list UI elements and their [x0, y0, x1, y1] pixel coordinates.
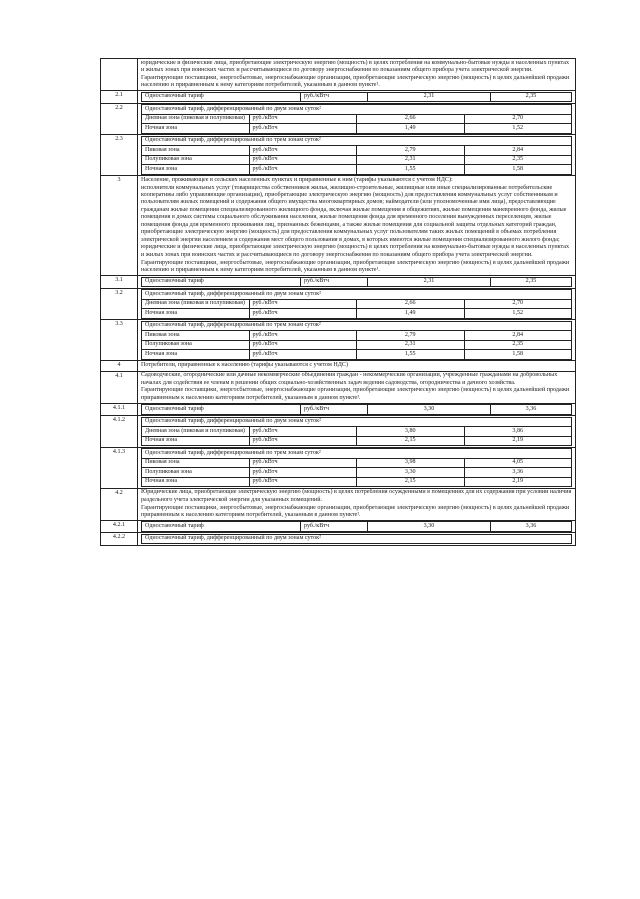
value-period-1: 3,30 — [368, 522, 491, 532]
value-period-2: 2,35 — [464, 155, 572, 165]
unit-cell: руб./кВтч — [301, 522, 368, 532]
tariff-block — [138, 533, 576, 546]
row-number: 4.2 — [101, 488, 138, 520]
tariff-row — [101, 320, 576, 361]
unit-cell: руб./кВтч — [249, 165, 357, 175]
tariff-row — [101, 135, 576, 176]
value-period-1: 1,49 — [357, 309, 465, 319]
unit-cell: руб./кВтч — [249, 124, 357, 134]
unit-cell: руб./кВтч — [249, 146, 357, 156]
tariff-values-table — [141, 321, 572, 360]
value-period-2: 1,52 — [464, 309, 572, 319]
tariff-block — [138, 135, 576, 176]
tariff-row — [101, 371, 576, 403]
zone-name: Пиковая зона — [142, 458, 250, 468]
tariff-values-table — [141, 104, 572, 134]
value-period-2: 2,19 — [464, 477, 572, 487]
value-period-2: 3,36 — [464, 468, 572, 478]
tariff-values-table — [141, 136, 572, 175]
zone-name: Одноставочный тариф — [142, 277, 301, 287]
value-period-2: 2,35 — [491, 92, 572, 102]
unit-cell: руб./кВтч — [249, 458, 357, 468]
row-number: 4.1.3 — [101, 447, 138, 488]
unit-cell: руб./кВтч — [249, 468, 357, 478]
row-number: 4.2.2 — [101, 533, 138, 546]
row-number: 3.2 — [101, 288, 138, 320]
row-description — [138, 59, 576, 91]
tariff-row — [101, 361, 576, 371]
value-period-1: 2,66 — [357, 114, 465, 124]
value-period-2: 1,52 — [464, 124, 572, 134]
zone-name: Ночная зона — [142, 309, 250, 319]
unit-cell: руб./кВтч — [249, 436, 357, 446]
tariff-block — [138, 288, 576, 320]
tariff-table — [100, 58, 576, 546]
unit-cell: руб./кВтч — [249, 477, 357, 487]
tariff-line — [142, 468, 572, 478]
tariff-line — [142, 309, 572, 319]
unit-cell: руб./кВтч — [249, 114, 357, 124]
value-period-1: 1,55 — [357, 165, 465, 175]
tariff-subheader: Одноставочный тариф, дифференцированный по двум зонам суток² — [142, 290, 572, 300]
tariff-block — [138, 91, 576, 104]
tariff-line — [142, 350, 572, 360]
value-period-1: 3,30 — [368, 405, 491, 415]
zone-name: Дневная зона (пиковая и полупиковая) — [142, 114, 250, 124]
tariff-row — [101, 176, 576, 276]
unit-cell: руб./кВтч — [301, 92, 368, 102]
value-period-2: 2,84 — [464, 331, 572, 341]
tariff-line — [142, 124, 572, 134]
row-description — [138, 488, 576, 520]
tariff-line — [142, 458, 572, 468]
description-paragraph: Гарантирующие поставщики, энергосбытовые, энергоснабжающие организации, приобретающие электрическую энергию (мощность) в целях дальнейшей продажи приравненным к населению категориям потребителей, указанным в данном пункте¹. — [141, 504, 570, 519]
tariff-row — [101, 288, 576, 320]
unit-cell: руб./кВтч — [249, 350, 357, 360]
value-period-2: 1,58 — [464, 350, 572, 360]
description-paragraph: Гарантирующие поставщики, энергосбытовые, энергоснабжающие организации, приобретающие электрическую энергию (мощность) в целях дальнейшей продажи приравненным к населению категориям потребителей, указанным в данном пункте¹. — [141, 387, 570, 401]
tariff-block — [138, 447, 576, 488]
unit-cell: руб./кВтч — [301, 405, 368, 415]
zone-name: Полупиковая зона — [142, 155, 250, 165]
description-paragraph: Гарантирующие поставщики, энергосбытовые, энергоснабжающие организации, приобретающие электрическую энергию (мощность) в целях дальнейшей продажи населению и приравненным к нему категориям потребителей, указанным в данном пункте¹. — [141, 259, 570, 274]
tariff-line — [142, 165, 572, 175]
tariff-subheader: Одноставочный тариф, дифференцированный по двум зонам суток² — [142, 105, 572, 115]
tariff-line — [142, 277, 572, 287]
tariff-line — [142, 340, 572, 350]
zone-name: Полупиковая зона — [142, 468, 250, 478]
tariff-row — [101, 276, 576, 289]
value-period-1: 1,55 — [357, 350, 465, 360]
value-period-2: 4,05 — [464, 458, 572, 468]
value-period-1: 2,31 — [368, 92, 491, 102]
zone-name: Ночная зона — [142, 350, 250, 360]
tariff-values-table — [141, 417, 572, 447]
tariff-line — [142, 331, 572, 341]
tariff-values-table — [141, 521, 572, 532]
tariff-line — [142, 477, 572, 487]
zone-name: Дневная зона (пиковая и полупиковая) — [142, 427, 250, 437]
tariff-line — [142, 146, 572, 156]
tariff-line — [142, 436, 572, 446]
value-period-1: 2,66 — [357, 299, 465, 309]
tariff-subheader: Одноставочный тариф, дифференцированный по двум зонам суток² — [142, 417, 572, 427]
tariff-row — [101, 403, 576, 416]
zone-name: Дневная зона (пиковая и полупиковая) — [142, 299, 250, 309]
tariff-subheader: Одноставочный тариф, дифференцированный по трем зонам суток² — [142, 321, 572, 331]
tariff-line — [142, 155, 572, 165]
value-period-1: 3,30 — [357, 468, 465, 478]
value-period-1: 2,31 — [357, 340, 465, 350]
tariff-subheader: Одноставочный тариф, дифференцированный по трем зонам суток² — [142, 136, 572, 146]
value-period-1: 3,80 — [357, 427, 465, 437]
row-number: 2.3 — [101, 135, 138, 176]
tariff-block — [138, 403, 576, 416]
tariff-line — [142, 405, 572, 415]
unit-cell: руб./кВтч — [249, 309, 357, 319]
unit-cell: руб./кВтч — [249, 331, 357, 341]
tariff-row — [101, 59, 576, 91]
value-period-2: 1,58 — [464, 165, 572, 175]
value-period-2: 2,84 — [464, 146, 572, 156]
tariff-line — [142, 299, 572, 309]
value-period-2: 3,86 — [464, 427, 572, 437]
description-paragraph: Население, проживающее в сельских населенных пунктах и приравненные к ним (тарифы указываются с учетом НДС): — [141, 176, 453, 183]
value-period-1: 3,98 — [357, 458, 465, 468]
zone-name: Ночная зона — [142, 436, 250, 446]
row-number: 2.2 — [101, 103, 138, 135]
tariff-block — [138, 103, 576, 135]
description-paragraph: юридические и физические лица, приобретающие электрическую энергию (мощность) в целях потребления на коммунально-бытовые нужды в населенных пунктах и жилых зонах при воинских частях и рассчитывающиеся по договору энергоснабжения по показаниям общего прибора учета электрической энергии. — [141, 59, 569, 73]
tariff-row — [101, 488, 576, 520]
description-paragraph: Юридические лица, приобретающие электрическую энергию (мощность) в целях потребления осужденными в помещениях для их содержания при условии наличия раздельного учета электрической энергии для указанных помещений. — [141, 489, 572, 503]
description-paragraph: исполнители коммунальных услуг (товарищества собственников жилья, жилищно-строительные, жилищные или иные специализированные потребительские кооперативы либо управляющие организации), приобретающие электрическую энергию (мощность) для предоставления коммунальных услуг собственникам и пользователям жилых помещений и содержания общего имущества многоквартирных домов; наймодатели (или уполномоченные ими лица), предоставляющие гражданам жилые помещения специализированного жилищного фонда, включая жилые помещения в общежитиях, жилые помещения маневренного фонда, жилые помещения в домах системы социального обслуживания населения, жилые помещения фонда для временного поселения вынужденных переселенцев, жилые помещения фонда для временного проживания лиц, признанных беженцами, а также жилые помещения для социальной защиты отдельных категорий граждан, приобретающие электрическую энергию (мощность) для предоставления коммунальных услуг пользователям таких жилых помещений в объемах потребления электрической энергии населением и содержания мест общего пользования в домах, в которых имеются жилые помещения специализированного жилого фонда; — [141, 184, 567, 243]
unit-cell: руб./кВтч — [301, 277, 368, 287]
tariff-values-table — [141, 277, 572, 288]
unit-cell: руб./кВтч — [249, 299, 357, 309]
tariff-values-table — [141, 448, 572, 487]
value-period-2: 2,70 — [464, 114, 572, 124]
tariff-line — [142, 522, 572, 532]
tariff-row — [101, 103, 576, 135]
zone-name: Полупиковая зона — [142, 340, 250, 350]
unit-cell: руб./кВтч — [249, 427, 357, 437]
row-number: 4.1.2 — [101, 416, 138, 448]
tariff-subheader: Одноставочный тариф, дифференцированный по трем зонам суток² — [142, 449, 572, 459]
value-period-1: 2,79 — [357, 331, 465, 341]
tariff-line — [142, 92, 572, 102]
row-number: 3.3 — [101, 320, 138, 361]
value-period-2: 3,36 — [491, 522, 572, 532]
tariff-row — [101, 416, 576, 448]
tariff-values-table — [141, 404, 572, 415]
value-period-1: 2,79 — [357, 146, 465, 156]
tariff-block — [138, 416, 576, 448]
tariff-block — [138, 520, 576, 533]
zone-name: Одноставочный тариф — [142, 92, 301, 102]
row-description — [138, 176, 576, 276]
value-period-2: 2,70 — [464, 299, 572, 309]
zone-name: Одноставочный тариф — [142, 522, 301, 532]
tariff-row — [101, 520, 576, 533]
value-period-1: 2,31 — [368, 277, 491, 287]
tariff-block — [138, 320, 576, 361]
tariff-line — [142, 427, 572, 437]
value-period-1: 1,49 — [357, 124, 465, 134]
row-description — [138, 371, 576, 403]
zone-name: Ночная зона — [142, 165, 250, 175]
tariff-block — [138, 276, 576, 289]
tariff-values-table — [141, 289, 572, 319]
tariff-row — [101, 447, 576, 488]
tariff-line — [142, 114, 572, 124]
value-period-1: 2,15 — [357, 477, 465, 487]
value-period-2: 3,36 — [491, 405, 572, 415]
unit-cell: руб./кВтч — [249, 155, 357, 165]
value-period-2: 2,35 — [464, 340, 572, 350]
tariff-row — [101, 533, 576, 546]
row-number: 3 — [101, 176, 138, 276]
zone-name: Пиковая зона — [142, 331, 250, 341]
row-number: 4 — [101, 361, 138, 371]
row-number: 4.2.1 — [101, 520, 138, 533]
tariff-values-table — [141, 92, 572, 103]
description-paragraph: Садоводческие, огороднические или дачные некоммерческие объединения граждан - некоммерческие организации, учрежденные гражданами на добровольных началах для содействия ее членам в решении общих социально-хозяйственных задач ведения садоводства, огородничества и дачного хозяйства. — [141, 372, 558, 386]
zone-name: Пиковая зона — [142, 146, 250, 156]
value-period-2: 2,19 — [464, 436, 572, 446]
description-paragraph: юридические и физические лица, приобретающие электрическую энергию (мощность) в целях потребления на коммунально-бытовые нужды в населенных пунктах и жилых зонах при воинских частях и рассчитывающиеся по договору энергоснабжения по показаниям общего прибора учета электрической энергии. — [141, 244, 569, 258]
description-paragraph: Потребители, приравненные к населению (тарифы указываются с учетом НДС) — [141, 361, 349, 368]
description-paragraph: Гарантирующие поставщики, энергосбытовые, энергоснабжающие организации, приобретающие электрическую энергию (мощность) в целях дальнейшей продажи населению и приравненным к нему категориям потребителей, указанным в данном пункте¹. — [141, 74, 570, 89]
value-period-2: 2,35 — [491, 277, 572, 287]
zone-name: Одноставочный тариф — [142, 405, 301, 415]
row-number: 4.1 — [101, 371, 138, 403]
row-number: 3.1 — [101, 276, 138, 289]
row-number — [101, 59, 138, 91]
zone-name: Ночная зона — [142, 124, 250, 134]
unit-cell: руб./кВтч — [249, 340, 357, 350]
tariff-row — [101, 91, 576, 104]
row-description — [138, 361, 576, 371]
row-number: 4.1.1 — [101, 403, 138, 416]
value-period-1: 2,15 — [357, 436, 465, 446]
zone-name: Ночная зона — [142, 477, 250, 487]
tariff-subheader: Одноставочный тариф, дифференцированный по двум зонам суток² — [142, 534, 572, 544]
tariff-values-table — [141, 534, 572, 545]
row-number: 2.1 — [101, 91, 138, 104]
value-period-1: 2,31 — [357, 155, 465, 165]
